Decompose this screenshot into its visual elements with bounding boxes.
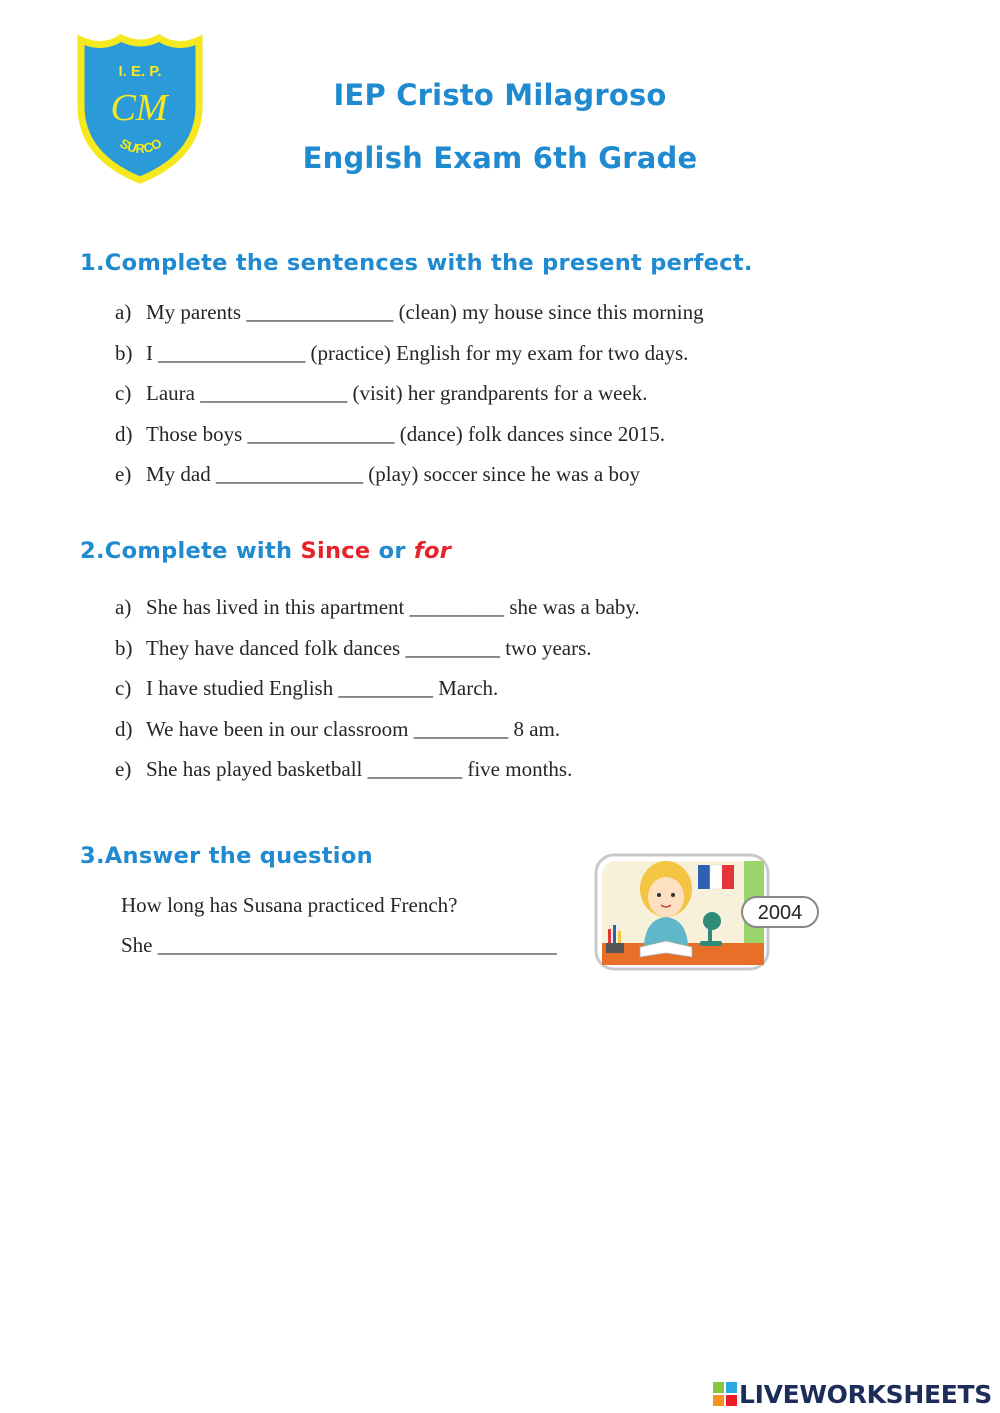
list-item[interactable]: d) We have been in our classroom _________ 8 am. bbox=[115, 716, 561, 741]
crest-arc-text: SURCO bbox=[117, 135, 165, 157]
list-item[interactable]: d) Those boys ______________ (dance) folk dances since 2015. bbox=[115, 421, 666, 446]
list-item[interactable]: a) My parents ______________ (clean) my house since this morning bbox=[115, 300, 704, 324]
footer-brand-text: LIVEWORKSHEETS bbox=[738, 1379, 992, 1409]
section1-heading: 1.Complete the sentences with the present perfect. bbox=[80, 250, 753, 276]
section2-list bbox=[115, 595, 640, 798]
liveworksheets-logo-icon bbox=[713, 1382, 737, 1406]
girl-studying-illustration bbox=[594, 853, 822, 973]
list-item[interactable]: c) I have studied English _________ March. bbox=[115, 676, 499, 700]
question-text: How long has Susana practiced French? bbox=[121, 893, 458, 917]
since-word: Since bbox=[300, 538, 371, 564]
list-item[interactable]: e) My dad ______________ (play) soccer since he was a boy bbox=[115, 462, 640, 486]
section1-list bbox=[115, 300, 704, 503]
section2-heading: 2.Complete with Since or for bbox=[80, 538, 452, 564]
school-title: IEP Cristo Milagroso bbox=[333, 78, 667, 112]
crest-line1: I. E. P. bbox=[118, 63, 162, 80]
liveworksheets-footer bbox=[713, 1380, 992, 1408]
section3-heading: 3.Answer the question bbox=[80, 843, 373, 869]
answer-line[interactable]: She ______________________________________ bbox=[121, 933, 557, 957]
exam-title: English Exam 6th Grade bbox=[302, 141, 698, 175]
picture-year: 2004 bbox=[757, 902, 803, 924]
for-word: for bbox=[413, 538, 452, 564]
crest-monogram: CM bbox=[110, 87, 168, 129]
list-item[interactable]: e) She has played basketball _________ five months. bbox=[115, 757, 573, 781]
list-item[interactable]: a) She has lived in this apartment _________ she was a baby. bbox=[115, 595, 640, 619]
list-item[interactable]: c) Laura ______________ (visit) her grandparents for a week. bbox=[115, 381, 648, 405]
list-item[interactable]: b) I ______________ (practice) English for my exam for two days. bbox=[115, 340, 689, 365]
list-item[interactable]: b) They have danced folk dances _________ two years. bbox=[115, 635, 592, 660]
